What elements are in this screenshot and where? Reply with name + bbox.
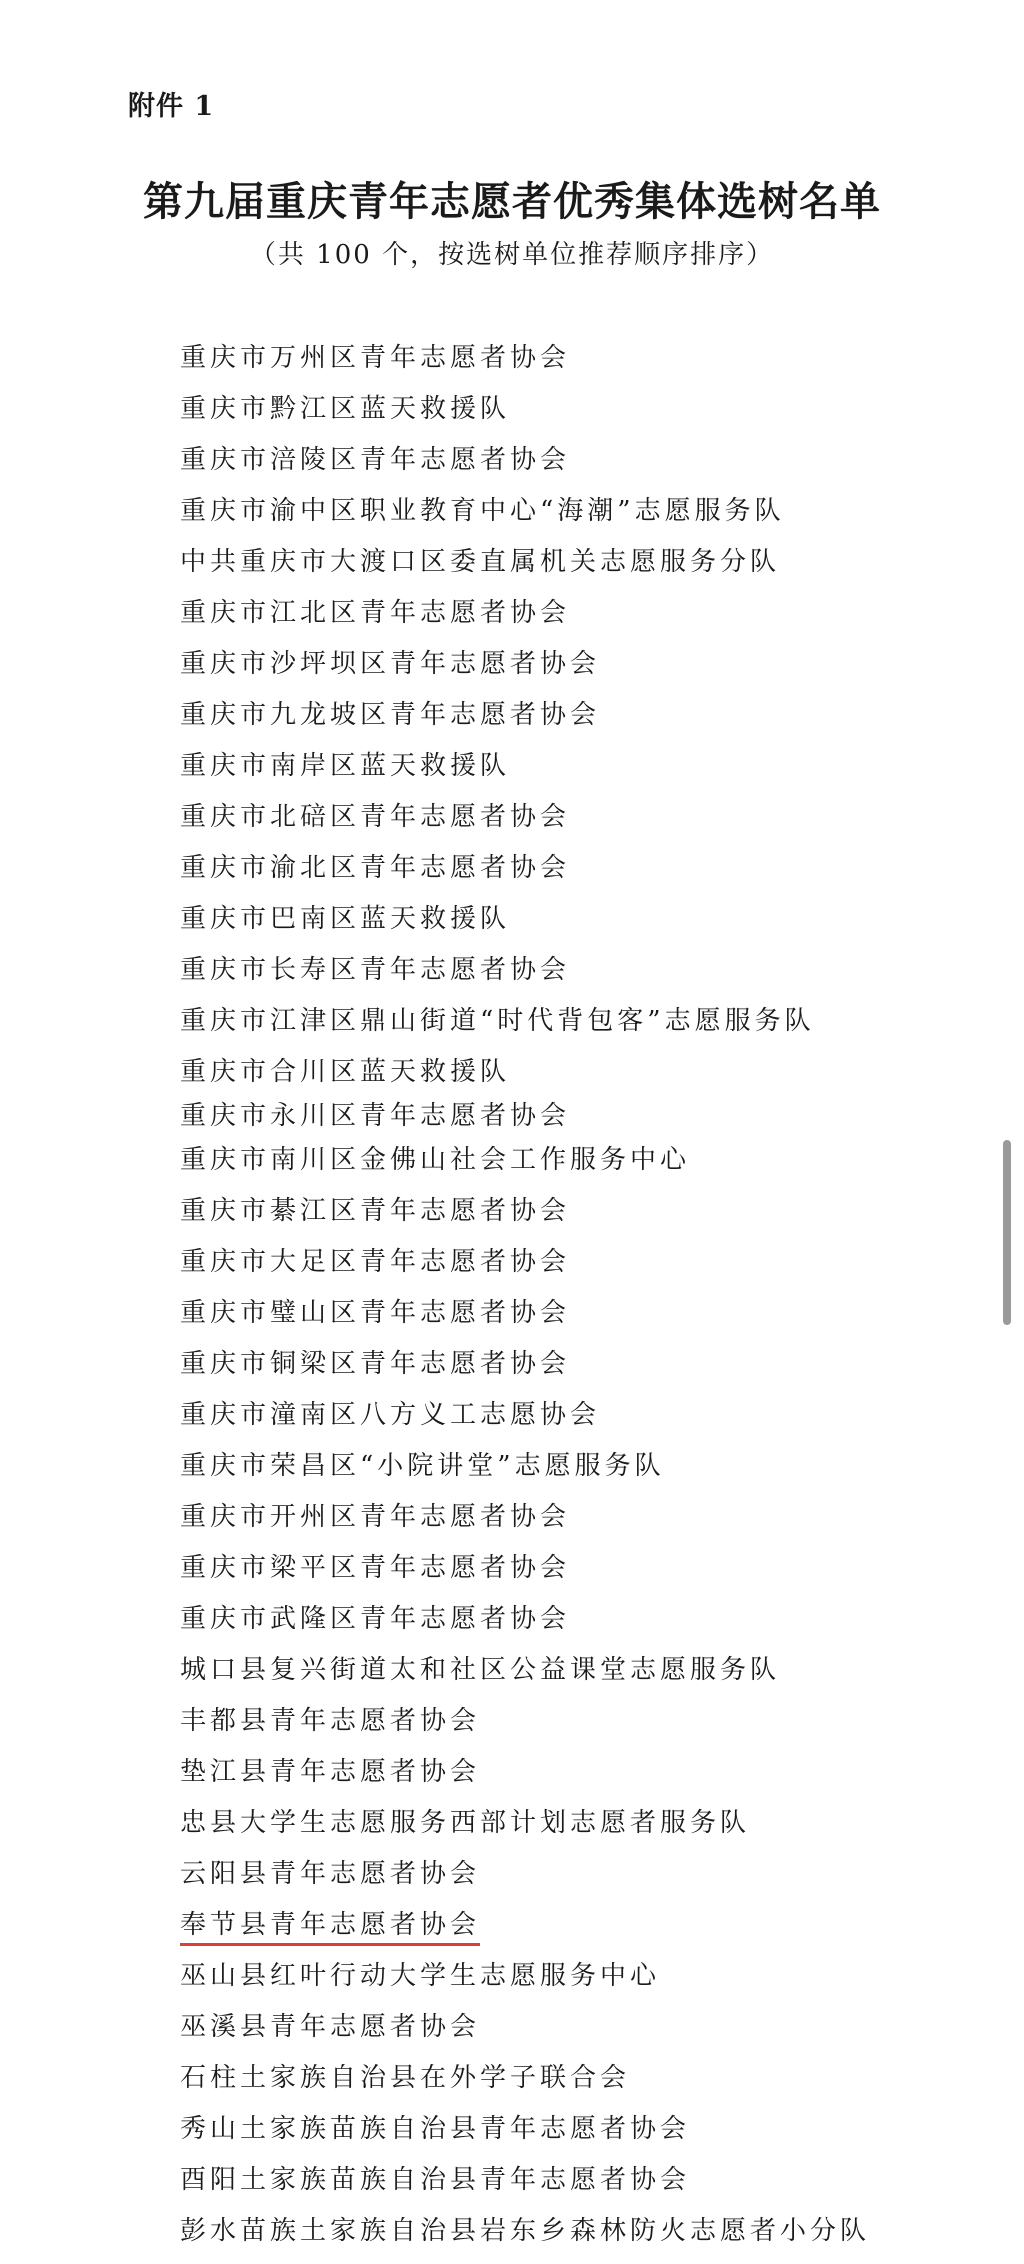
list-item: 酉阳土家族苗族自治县青年志愿者协会	[180, 2165, 691, 2195]
list-item: 重庆市渝中区职业教育中心“海潮”志愿服务队	[180, 496, 785, 526]
list-item: 重庆市荣昌区“小院讲堂”志愿服务队	[180, 1451, 665, 1481]
list-item: 重庆市渝北区青年志愿者协会	[180, 853, 571, 883]
list-item: 重庆市璧山区青年志愿者协会	[180, 1298, 571, 1328]
list-item: 重庆市涪陵区青年志愿者协会	[180, 445, 571, 475]
list-item: 重庆市大足区青年志愿者协会	[180, 1247, 571, 1277]
list-item: 重庆市开州区青年志愿者协会	[180, 1502, 571, 1532]
document-subtitle: （共 100 个，按选树单位推荐顺序排序）	[249, 240, 775, 270]
list-item: 石柱土家族自治县在外学子联合会	[180, 2063, 631, 2093]
list-item: 重庆市南岸区蓝天救援队	[180, 751, 511, 781]
collective-list	[180, 333, 870, 2257]
list-item: 丰都县青年志愿者协会	[180, 1706, 481, 1736]
list-item: 重庆市九龙坡区青年志愿者协会	[180, 700, 601, 730]
list-item: 巫山县红叶行动大学生志愿服务中心	[180, 1961, 661, 1991]
list-item: 重庆市沙坪坝区青年志愿者协会	[180, 649, 601, 679]
list-item: 巫溪县青年志愿者协会	[180, 2012, 481, 2042]
list-item: 中共重庆市大渡口区委直属机关志愿服务分队	[180, 547, 781, 577]
list-item: 重庆市北碚区青年志愿者协会	[180, 802, 571, 832]
list-item: 重庆市梁平区青年志愿者协会	[180, 1553, 571, 1583]
list-item-highlighted	[180, 1900, 870, 1951]
list-item: 重庆市黔江区蓝天救援队	[180, 394, 511, 424]
attachment-label: 附件 1	[128, 91, 215, 122]
list-item: 重庆市巴南区蓝天救援队	[180, 904, 511, 934]
list-item: 重庆市铜梁区青年志愿者协会	[180, 1349, 571, 1379]
list-item: 秀山土家族苗族自治县青年志愿者协会	[180, 2114, 691, 2144]
list-item: 彭水苗族土家族自治县岩东乡森林防火志愿者小分队	[180, 2216, 871, 2246]
list-item: 忠县大学生志愿服务西部计划志愿者服务队	[180, 1808, 751, 1838]
list-item: 重庆市江津区鼎山街道“时代背包客”志愿服务队	[180, 1006, 815, 1036]
list-item: 重庆市潼南区八方义工志愿协会	[180, 1400, 601, 1430]
list-item: 重庆市合川区蓝天救援队	[180, 1057, 511, 1087]
list-item: 重庆市长寿区青年志愿者协会	[180, 955, 571, 985]
red-underline-mark: 奉节县青年志愿者协会	[180, 1909, 480, 1946]
list-item: 重庆市万州区青年志愿者协会	[180, 343, 571, 373]
list-item: 重庆市永川区青年志愿者协会	[180, 1101, 571, 1131]
vertical-scrollbar[interactable]	[1003, 1140, 1011, 1325]
list-item: 重庆市江北区青年志愿者协会	[180, 598, 571, 628]
list-item: 重庆市綦江区青年志愿者协会	[180, 1196, 571, 1226]
list-item: 重庆市武隆区青年志愿者协会	[180, 1604, 571, 1634]
list-item: 垫江县青年志愿者协会	[180, 1757, 481, 1787]
list-item: 云阳县青年志愿者协会	[180, 1859, 481, 1889]
list-item: 城口县复兴街道太和社区公益课堂志愿服务队	[180, 1655, 781, 1685]
list-item: 重庆市南川区金佛山社会工作服务中心	[180, 1145, 691, 1175]
document-title: 第九届重庆青年志愿者优秀集体选树名单	[143, 178, 881, 225]
